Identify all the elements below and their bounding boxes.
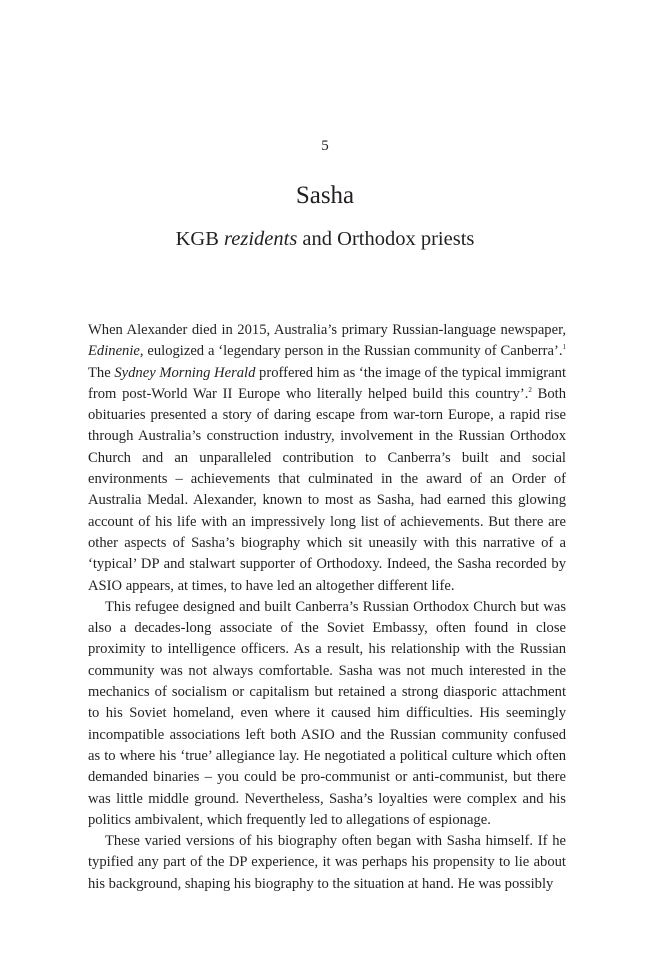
newspaper-title-edinenie: Edinenie: [88, 343, 140, 360]
p1-text-b: , eulogized a ‘legendary person in the Russian community of Canberra’.: [139, 343, 563, 360]
body-text: [88, 320, 566, 895]
subtitle-text-pre: KGB: [175, 228, 225, 250]
footnote-marker-1: 1: [562, 343, 566, 352]
subtitle-emphasis: rezidents: [224, 228, 298, 250]
paragraph-1: [88, 320, 566, 597]
subtitle-text-post: and Orthodox priests: [297, 228, 475, 250]
p1-text-a: When Alexander died in 2015, Australia’s primary Russian-language newspaper,: [88, 322, 566, 338]
paragraph-2: This refugee designed and built Canberra’s Russian Orthodox Church but was also a decades-long associate of the Soviet Embassy, often found in close proximity to intelligence officers. As a result, his relationship with the Russian community was not always comfortable. Sasha was not much interested in the mechanics of socialism or capitalism but retained a strong diasporic attachment to his Soviet homeland, even where it caused him difficulties. His seemingly incompatible associations left both ASIO and the Russian community confused as to where his ‘true’ allegiance lay. He negotiated a political culture which often demanded binaries – you could be pro-communist or anti-communist, but there was little middle ground. Nevertheless, Sasha’s loyalties were complex and his politics ambivalent, which frequently led to allegations of espionage.: [88, 598, 566, 828]
footnote-marker-2: 2: [528, 385, 532, 394]
chapter-title: Sasha: [295, 182, 355, 209]
newspaper-title-smh: Sydney Morning Herald: [114, 364, 256, 381]
p1-text-c: The: [88, 364, 115, 381]
p1-text-d: proffered him as ‘the image of the typical immigrant from post-World War II Europe who literally helped build this country’.: [88, 364, 567, 402]
paragraph-3: These varied versions of his biography often began with Sasha himself. If he typified any part of the DP experience, it was perhaps his propensity to lie about his background, shaping his biography to the situation at hand. He was possibly: [88, 833, 566, 892]
chapter-subtitle: [0, 225, 650, 253]
p1-text-e: Both obituaries presented a story of daring escape from war-torn Europe, a rapid rise through Australia’s construction industry, involvement in the Russian Orthodox Church and an unparalleled contribution to Canberra’s built and social environments – achievements that culminated in the award of an Order of Australia Medal. Alexander, known to most as Sasha, had earned this glowing account of his life with an impressively long list of achievements. But there are other aspects of Sasha’s biography which sit uneasily with this narrative of a ‘typical’ DP and stalwart supporter of Orthodoxy. Indeed, the Sasha recorded by ASIO appears, at times, to have led an altogether different life.: [88, 385, 566, 594]
chapter-number: 5: [321, 138, 329, 154]
